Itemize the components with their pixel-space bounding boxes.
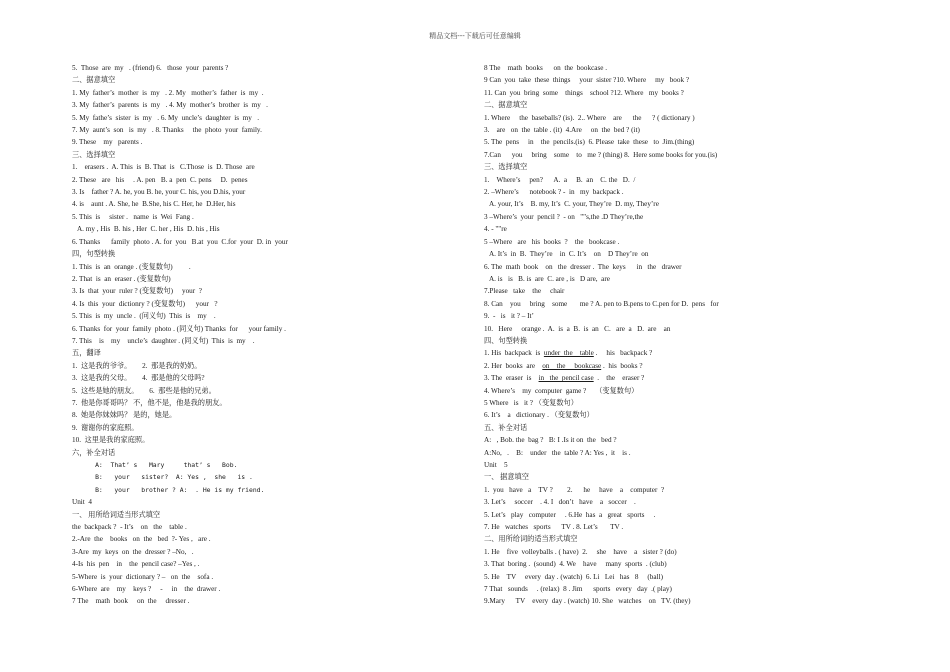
text-line: 3. My father’s parents is my . 4. My mother’s brother is my .	[72, 101, 268, 110]
text-line: 1. you have a TV ? 2. he have a computer ?	[484, 485, 665, 494]
text-line: 7 That sounds . (relax) 8 . Jim sports every day .( play)	[484, 585, 672, 594]
text-line: 6-Where are my keys ? - in the drawer .	[72, 585, 221, 594]
page-header: 精品文档---下载后可任意编辑	[429, 32, 521, 40]
text-line: 3. Is that your ruler ? (变复数句) your ?	[72, 287, 202, 296]
underlined-phrase: under the table	[543, 349, 594, 358]
text-line: 5. The pens in the pencils.(is) 6. Please take these to Jim.(thing)	[484, 138, 695, 147]
text-line: 9. - is it ? – It’	[484, 312, 534, 321]
text-line: 4. - ""re	[484, 225, 507, 234]
text-line: 6. Thanks family photo . A. for you B.at you C.for your D. in your	[72, 237, 288, 246]
text-line: 6. Thanks for your family photo . (同义句) Thanks for your family .	[72, 324, 286, 333]
text-line: 5. This is my uncle . (问义句) This is my .	[72, 312, 216, 321]
text-line: 8. 她是你妹妹吗？ 是的，她是。	[72, 411, 177, 420]
text-line: 3. Is father ? A. he, you B. he, your C. his, you D.his, your	[72, 188, 246, 197]
text-line: 5. This is sister . name is Wei Fang .	[72, 212, 194, 221]
text-line: 2. These are his . A. pen B. a pen C. pens D. penes	[72, 175, 248, 184]
text-line: A: , Bob. the bag ? B: I .Is it on the bed ?	[484, 436, 617, 445]
text-line: 1. This is an orange . (变复数句) .	[72, 262, 191, 271]
text-line: 7. This is my uncle’s daughter . (同义句) This is my .	[72, 336, 255, 345]
text-line: 8. Can you bring some me ? A. pen to B.pens to C.pen for D. pens for	[484, 299, 719, 308]
text-line: Unit 4	[72, 498, 92, 507]
text-line: 9. 谢谢你的家庭照。	[72, 423, 139, 432]
text-line: 二、据意填空	[484, 101, 528, 110]
text-line: 1. His backpack is under the table . his backpack ?	[484, 349, 653, 358]
text-line: 1. My father’s mother is my . 2. My mother’s father is my .	[72, 88, 264, 97]
text-line: 6. The math book on the dresser . The keys in the drawer	[484, 262, 682, 271]
text-line: 10. Here orange . A. is a B. is an C. are a D. are an	[484, 324, 671, 333]
text-line: A. your, It’s B. my, It’s C. your, They’re D. my, They’re	[484, 200, 659, 209]
text-line: 7 The math book on the dresser .	[72, 597, 190, 606]
text-line: 7.Please take the chair	[484, 287, 565, 296]
left-column	[72, 62, 432, 608]
text-line: 3-Are my keys on the dresser ? –No, .	[72, 547, 194, 556]
text-line: 四，句型转换	[72, 250, 116, 259]
text-line: 四、句型转换	[484, 336, 528, 345]
text-line: 1. Where the baseballs? (is). 2.. Where are the ? ( dictionary )	[484, 113, 695, 122]
text-line: 5 –Where are his books ? the bookcase .	[484, 237, 620, 246]
text-line: 5. My fathe’s sister is my . 6. My uncle’s daughter is my .	[72, 113, 260, 122]
text-line: 三、选择填空	[72, 150, 116, 159]
text-line: A. my , His B. his , Her C. her , His D. his , His	[72, 225, 220, 234]
text-line: 3. 这是我的父母。 4. 那是他的父母吗?	[72, 374, 205, 383]
underlined-phrase: in the pencil case	[538, 374, 594, 383]
text-line: 4. is aunt . A. She, he B.She, his C. Her, he D.Her, his	[72, 200, 236, 209]
text-line: 一、 用所给词适当形式填空	[72, 510, 161, 519]
text-line: 9.Mary TV every day . (watch) 10. She watches on TV. (they)	[484, 597, 691, 606]
text-line: 1. He five volleyballs . ( have) 2. she have a sister ? (do)	[484, 547, 677, 556]
text-line: 5. He TV every day . (watch) 6. Li Lei has 8 (ball)	[484, 572, 663, 581]
text-line: 1. Where’s pen? A. a B. an C. the D. /	[484, 175, 636, 184]
text-line: Unit 5	[484, 461, 508, 469]
text-line: 5-Where is your dictionary ? – on the sofa .	[72, 572, 214, 581]
text-line: 7. He watches sports TV . 8. Let’s TV .	[484, 523, 624, 532]
text-line: 5 Where is it ? （变复数句）	[484, 398, 578, 407]
text-line: 2. –Where’s notebook ? - in my backpack .	[484, 188, 624, 197]
text-line: 7. My aunt’s son is my . 8. Thanks the photo your family.	[72, 126, 262, 135]
text-line: 三、选择填空	[484, 163, 528, 172]
text-line: 2. That is an eraser . (变复数句)	[72, 274, 171, 283]
text-line: 7.Can you bring some to me ? (thing) 8. Here some books for you.(is)	[484, 150, 718, 159]
text-line: 3. That boring . (sound) 4. We have many sports . (club)	[484, 560, 667, 569]
text-line: A. is is B. is are C. are , is D are, are	[484, 274, 610, 283]
text-line: 3 –Where’s your pencil ? - on ""s,the .D They’re,the	[484, 212, 644, 221]
text-line: 5. 这些是她的朋友。 6. 那些是他的兄弟。	[72, 386, 216, 395]
text-line: 1. 这是我的爷爷。 2. 那是我的奶奶。	[72, 361, 202, 370]
text-line: 2. Her books are on the bookcase . his books ?	[484, 361, 643, 370]
text-line: 6. It’s a dictionary . （变复数句）	[484, 411, 594, 420]
text-line: 二、据意填空	[72, 76, 116, 85]
text-line: 11. Can you bring some things school ?12. Where my books ?	[484, 88, 684, 97]
right-column	[484, 62, 864, 608]
text-line: B: your brother ? A: . He is my friend.	[72, 485, 265, 494]
text-line: 8 The math books on the bookcase .	[484, 64, 608, 72]
text-line: 五、补全对话	[484, 423, 528, 432]
text-line: 7. 他是你哥哥吗？ 不，他不是，他是我的朋友。	[72, 398, 227, 407]
text-line: 3. The eraser is in the pencil case . the eraser ?	[484, 374, 645, 383]
text-line: the backpack ? - It’s on the table .	[72, 523, 187, 532]
text-line: 五，翻译	[72, 349, 101, 358]
text-line: 5. Let’s play computer . 6.He has a great sports .	[484, 510, 656, 519]
text-line: 六，补全对话	[72, 448, 116, 457]
text-line: 9 Can you take these things your sister ?10. Where my book ?	[484, 76, 690, 85]
underlined-phrase: on the bookcase	[542, 361, 602, 370]
text-line: B: your sister? A: Yes , she is .	[72, 473, 253, 482]
text-line: 一、 据意填空	[484, 473, 529, 482]
text-line: 3. Let’s soccer . 4. I don’t have a soccer .	[484, 498, 636, 507]
text-line: 4. Where’s my computer game ? （变复数句）	[484, 386, 639, 395]
text-line: 3. are on the table . (it) 4.Are on the bed ? (it)	[484, 126, 640, 135]
text-line: 9. These my parents .	[72, 138, 143, 147]
text-line: 10. 这里是我的家庭照。	[72, 436, 150, 445]
text-line: 4. Is this your dictionry ? (变复数句) your ?	[72, 299, 218, 308]
text-line: A:No, . B: under the table ? A: Yes , it is .	[484, 448, 631, 457]
text-line: 二、用所给词的适当形式填空	[484, 535, 578, 544]
text-line: A. It’s in B. They’re in C. It’s on D They’re on	[484, 250, 649, 259]
text-line: 1. erasers . A. This is B. That is C.Those is D. Those are	[72, 163, 255, 172]
text-line: 4-Is his pen in the pencil case? –Yes , .	[72, 560, 200, 569]
text-line: 5. Those are my . (friend) 6. those your parents ?	[72, 64, 229, 72]
text-line: A: That’ s Mary that’ s Bob.	[72, 461, 238, 469]
text-line: 2.-Are the books on the bed ?- Yes , are .	[72, 535, 211, 544]
